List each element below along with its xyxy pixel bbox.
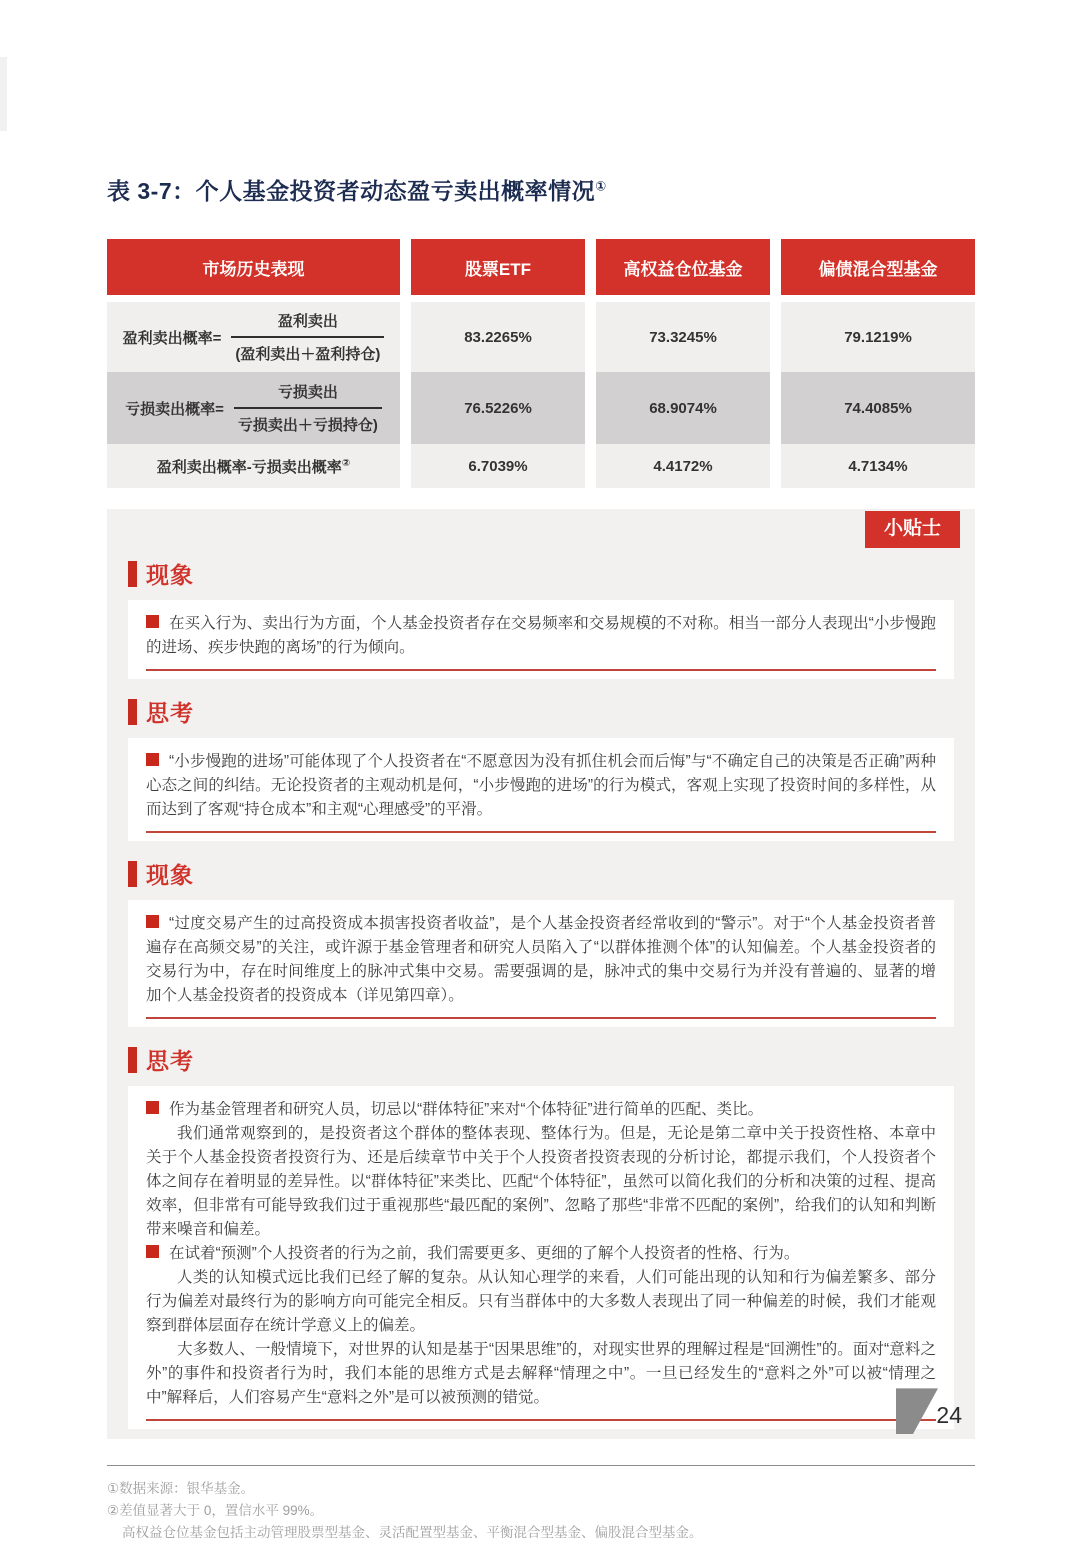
red-underline <box>146 831 936 833</box>
cell-value: 73.3245% <box>596 302 770 372</box>
table-header-row <box>107 239 975 295</box>
paragraph: 作为基金管理者和研究人员，切忌以“群体特征”来对“个体特征”进行简单的匹配、类比。 <box>146 1098 936 1122</box>
header-stock-etf: 股票ETF <box>411 239 585 295</box>
note-box-thinking-2 <box>128 1086 954 1429</box>
red-underline <box>146 1419 936 1421</box>
table-title <box>107 173 975 206</box>
section-heading-phenomenon-2: 现象 <box>128 857 954 890</box>
header-bond-biased-fund: 偏债混合型基金 <box>781 239 975 295</box>
footnote-divider <box>107 1465 975 1466</box>
tips-badge: 小贴士 <box>865 511 960 548</box>
table-row-profit-sell <box>107 302 975 372</box>
section-heading-phenomenon-1: 现象 <box>128 557 954 590</box>
bullet-square-icon <box>146 1101 159 1114</box>
cell-value: 4.7134% <box>781 444 975 488</box>
cell-value: 6.7039% <box>411 444 585 488</box>
table-row-loss-sell <box>107 372 975 444</box>
table-row-difference <box>107 444 975 488</box>
red-underline <box>146 1017 936 1019</box>
left-edge-strip <box>0 57 7 131</box>
probability-table <box>107 239 975 488</box>
paragraph: 在试着“预测”个人投资者的行为之前，我们需要更多、更细的了解个人投资者的性格、行为。 <box>146 1242 936 1266</box>
cell-value: 83.2265% <box>411 302 585 372</box>
footnote-significance: ②差值显著大于 0，置信水平 99%。 <box>107 1502 324 1518</box>
section-heading-thinking-2: 思考 <box>128 1043 954 1076</box>
header-high-equity-fund: 高权益仓位基金 <box>596 239 770 295</box>
cell-value: 76.5226% <box>411 372 585 444</box>
table-title-text: 表 3-7：个人基金投资者动态盈亏卖出概率情况 <box>107 178 596 204</box>
header-market-history: 市场历史表现 <box>107 239 400 295</box>
table-title-footnote-mark: ① <box>595 178 607 194</box>
paragraph: 人类的认知模式远比我们已经了解的复杂。从认知心理学的来看，人们可能出现的认知和行为偏差繁多、部分行为偏差对最终行为的影响方向可能完全相反。只有当群体中的大多数人表现出了同一种偏差的时候，我们才能观察到群体层面存在统计学意义上的偏差。 <box>146 1269 936 1335</box>
note-box-phenomenon-2 <box>128 900 954 1027</box>
folded-corner-icon <box>896 1388 938 1434</box>
heading-bar-icon <box>128 1047 137 1073</box>
cell-value: 68.9074% <box>596 372 770 444</box>
cell-value: 74.4085% <box>781 372 975 444</box>
footnote-source: ①数据来源：银华基金。 <box>107 1481 255 1497</box>
paragraph: 我们通常观察到的，是投资者这个群体的整体表现、整体行为。但是，无论是第二章中关于投资性格、本章中关于个人基金投资者投资行为、还是后续章节中关于个人投资者投资表现的分析讨论，都提示我们，个人投资者个体之间存在着明显的差异性。以“群体特征”来类比、匹配“个体特征”，虽然可以简化我们的分析和决策的过程、提高效率，但非常有可能导致我们过于重视那些“最匹配的案例”、忽略了那些“非常不匹配的案例”，给我们的认知和判断带来噪音和偏差。 <box>146 1125 936 1239</box>
section-heading-thinking-1: 思考 <box>128 695 954 728</box>
loss-sell-formula <box>125 381 382 435</box>
loss-sell-label: 亏损卖出概率= <box>125 400 224 418</box>
difference-footnote-mark: ② <box>341 457 351 469</box>
bullet-square-icon <box>146 915 159 928</box>
tips-section <box>107 509 975 1439</box>
red-underline <box>146 669 936 671</box>
footnote-fund-definition: 高权益仓位基金包括主动管理股票型基金、灵活配置型基金、平衡混合型基金、偏股混合型基金。 <box>122 1524 703 1540</box>
heading-bar-icon <box>128 861 137 887</box>
cell-value: 79.1219% <box>781 302 975 372</box>
bullet-square-icon <box>146 615 159 628</box>
loss-sell-fraction: $\frac{\text{亏损卖出}}{\text{亏损卖出＋亏损持仓)}}$ <box>234 381 382 435</box>
paragraph: 大多数人、一般情境下，对世界的认知是基于“因果思维”的，对现实世界的理解过程是“回溯性”的。面对“意料之外”的事件和投资者行为时，我们本能的思维方式是去解释“情理之中”。一旦已经发生的“意料之外”可以被“情理之中”解释后，人们容易产生“意料之外”是可以被预测的错觉。 <box>146 1341 936 1407</box>
bullet-square-icon <box>146 753 159 766</box>
profit-sell-fraction: $\frac{\text{盈利卖出}}{\text{(盈利卖出＋盈利持仓)}}$ <box>231 310 384 364</box>
bullet-square-icon <box>146 1245 159 1258</box>
note-box-thinking-1 <box>128 738 954 841</box>
paragraph: 在买入行为、卖出行为方面，个人基金投资者存在交易频率和交易规模的不对称。相当一部分人表现出“小步慢跑的进场、疾步快跑的离场”的行为倾向。 <box>146 615 936 657</box>
profit-sell-formula <box>123 310 385 364</box>
heading-bar-icon <box>128 699 137 725</box>
paragraph: “过度交易产生的过高投资成本损害投资者收益”，是个人基金投资者经常收到的“警示”。对于“个人基金投资者普遍存在高频交易”的关注，或许源于基金管理者和研究人员陷入了“以群体推测个体”的认知偏差。个人基金投资者的交易行为中，存在时间维度上的脉冲式集中交易。需要强调的是，脉冲式的集中交易行为并没有普遍的、显著的增加个人基金投资者的投资成本（详见第四章）。 <box>146 915 936 1005</box>
paragraph: “小步慢跑的进场”可能体现了个人投资者在“不愿意因为没有抓住机会而后悔”与“不确定自己的决策是否正确”两种心态之间的纠结。无论投资者的主观动机是何，“小步慢跑的进场”的行为模式，客观上实现了投资时间的多样性，从而达到了客观“持仓成本”和主观“心理感受”的平滑。 <box>146 753 936 819</box>
cell-value: 4.4172% <box>596 444 770 488</box>
heading-bar-icon <box>128 561 137 587</box>
footnotes <box>107 1478 975 1543</box>
page-number: 24 <box>936 1402 962 1428</box>
profit-sell-label: 盈利卖出概率= <box>122 329 222 347</box>
difference-label: 盈利卖出概率-亏损卖出概率② <box>156 457 351 476</box>
note-box-phenomenon-1 <box>128 600 954 679</box>
